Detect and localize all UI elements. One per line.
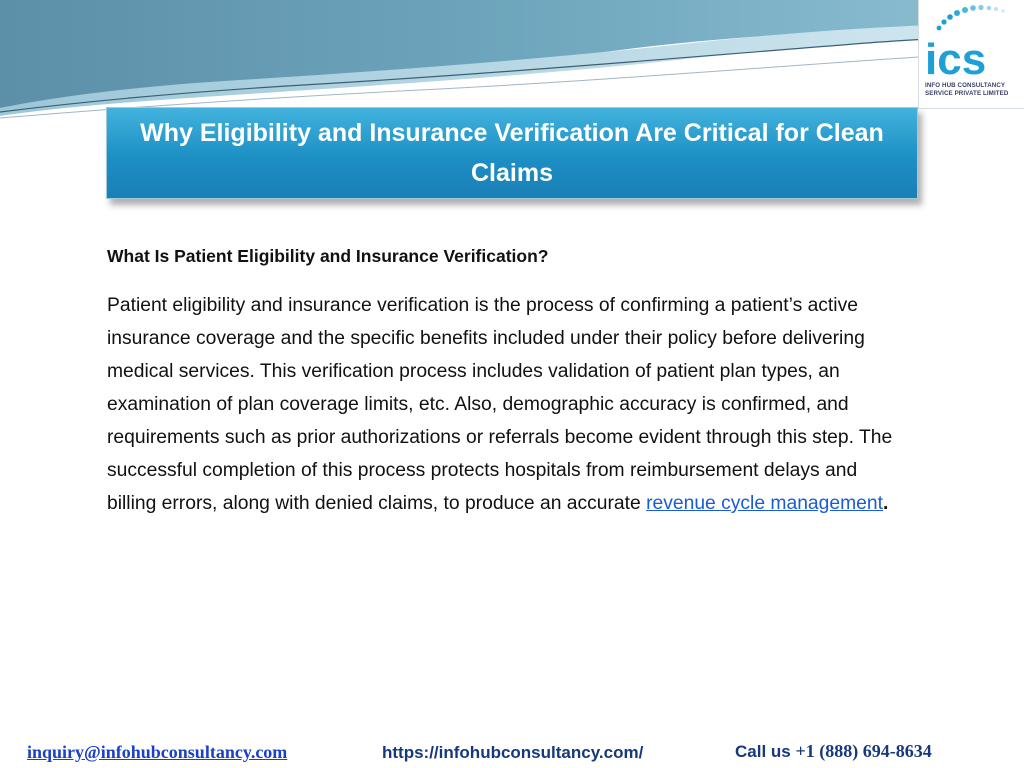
body-paragraph [107, 289, 897, 520]
ics-logo-icon [919, 0, 1024, 82]
footer-website: https://infohubconsultancy.com/ [382, 743, 644, 762]
footer-phone [735, 741, 932, 762]
section-heading: What Is Patient Eligibility and Insurance Verification? [107, 246, 549, 266]
paragraph-end-period: . [882, 493, 889, 514]
footer [0, 740, 1024, 768]
footer-email-link[interactable]: inquiry@infohubconsultancy.com [27, 742, 288, 762]
revenue-cycle-management-link[interactable]: revenue cycle management [646, 493, 883, 514]
logo-company-name-line1: INFO HUB CONSULTANCY [925, 82, 1006, 89]
call-us-label: Call us [735, 742, 796, 761]
slide-title: Why Eligibility and Insurance Verification Are Critical for Clean Claims [140, 119, 884, 187]
title-banner [106, 107, 918, 199]
logo-company-name-line2: SERVICE PRIVATE LIMITED [925, 90, 1009, 97]
logo-letters: ics [925, 35, 987, 82]
company-logo [918, 0, 1024, 109]
phone-number: +1 (888) 694-8634 [795, 741, 932, 761]
paragraph-text: Patient eligibility and insurance verification is the process of confirming a patient’s active insurance coverage and the specific benefits included under their policy before delivering medical services. This verification process includes validation of patient plan types, an examination of plan coverage limits, etc. Also, demographic accuracy is confirmed, and requirements such as prior authorizations or referrals become evident through this step. The successful completion of this process protects hospitals from reimbursement delays and billing errors, along with denied claims, to produce an accurate [107, 295, 893, 514]
